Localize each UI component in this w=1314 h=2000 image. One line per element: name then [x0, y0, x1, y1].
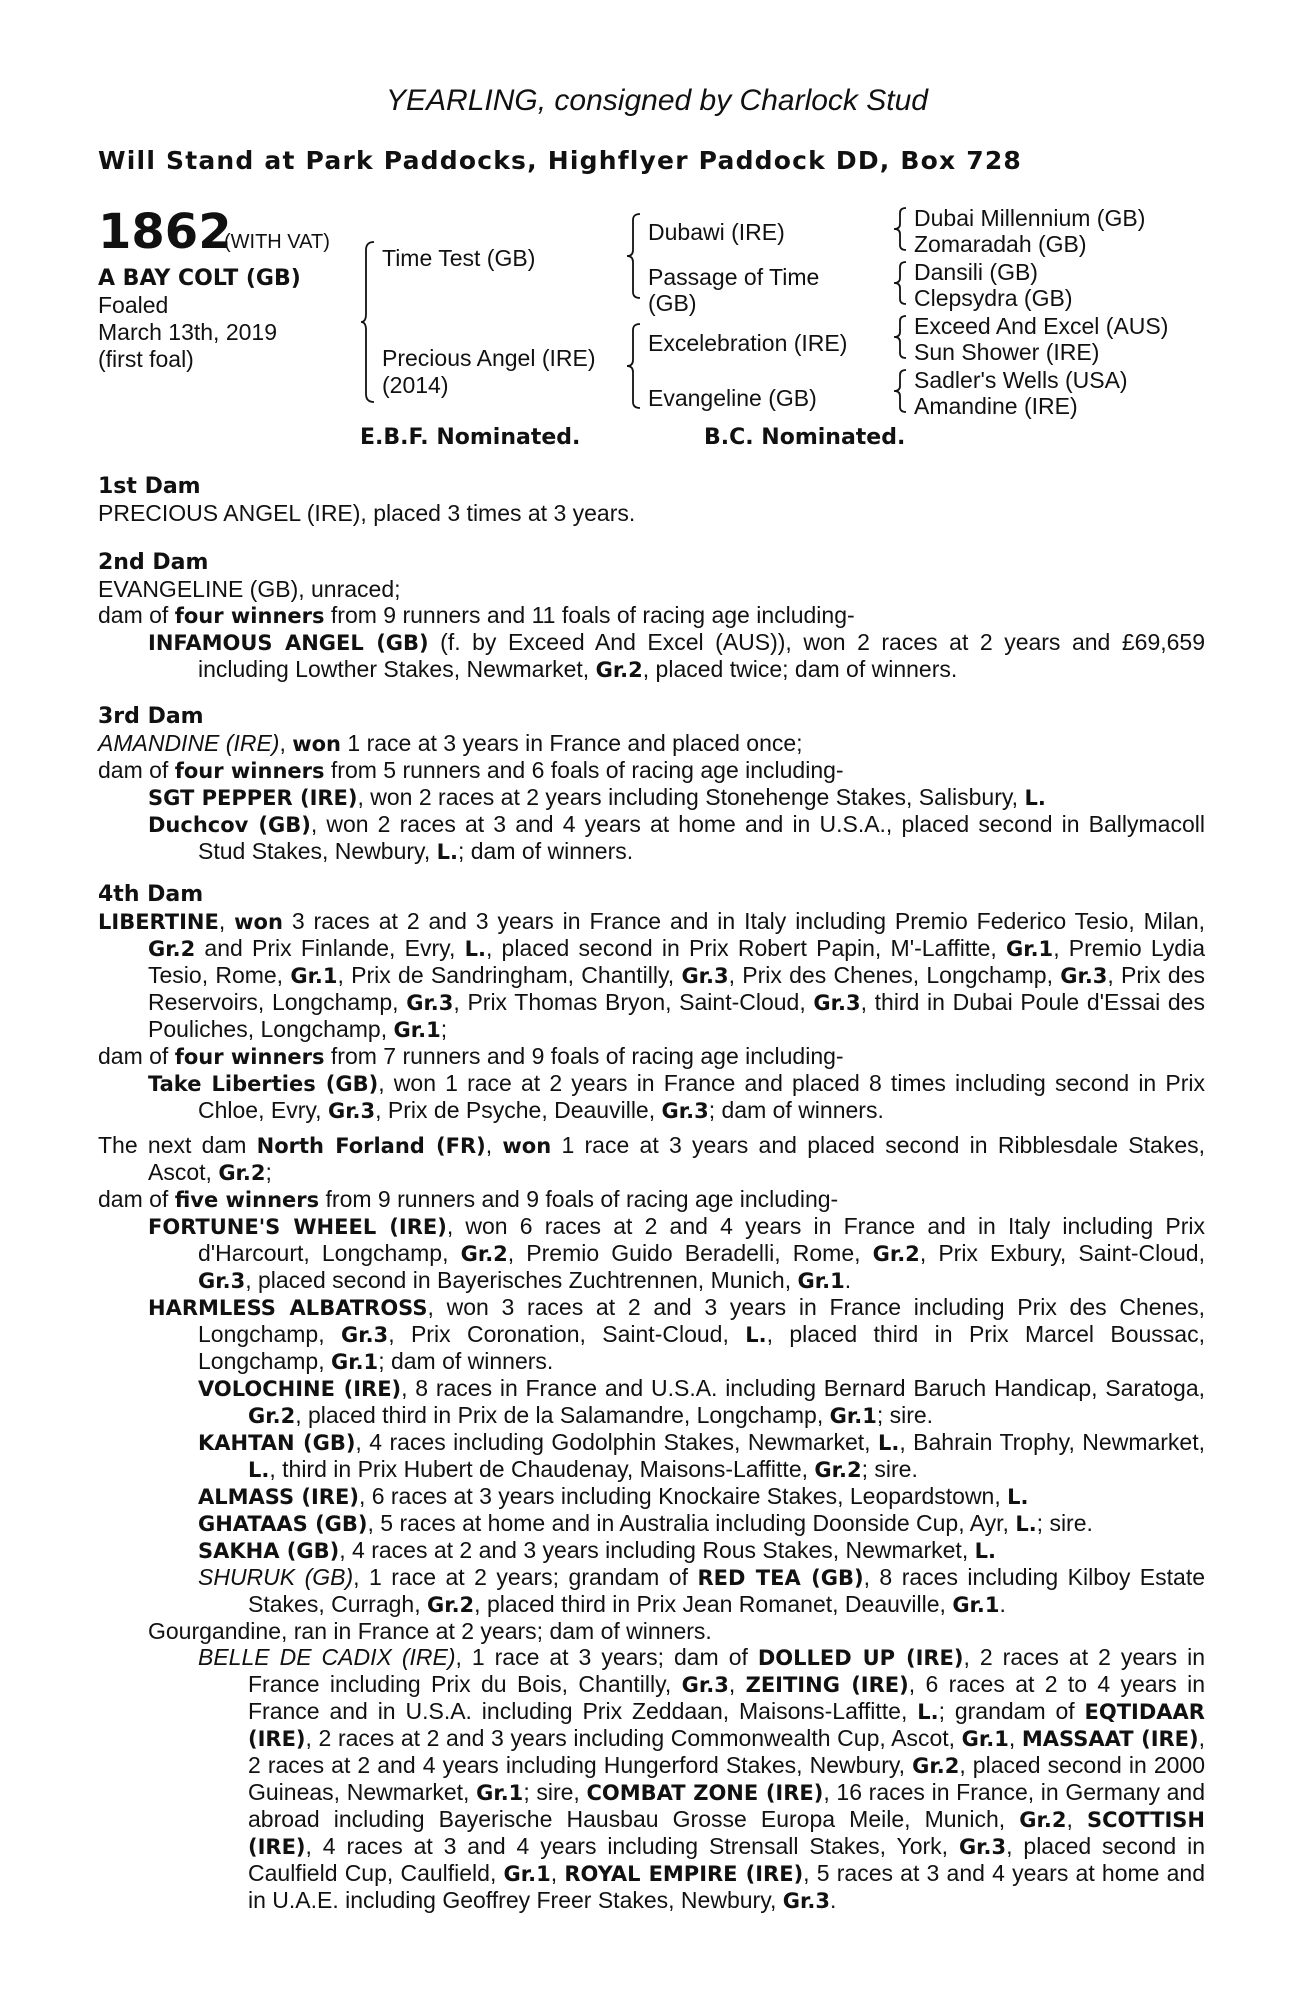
bold-run: Gr.3 [1060, 964, 1108, 988]
produce-entry [98, 1375, 1205, 1429]
pedigree-dds: Sadler's Wells (USA) [914, 367, 1128, 393]
text-run: , 2 races at 2 and 4 years including Hungerford Stakes, Newbury, [248, 1725, 1206, 1778]
fourth-dam-heading: 4th Dam [98, 882, 204, 907]
text-run: dam of [98, 1186, 175, 1212]
text-run: , placed second in Prix Robert Papin, M'-Laffitte, [485, 935, 1006, 961]
text-run: , placed second in Bayerisches Zuchtrennen, Munich, [245, 1267, 798, 1293]
text-run: ; sire. [1036, 1510, 1093, 1536]
bold-run: ZEITING (IRE) [745, 1673, 909, 1697]
text-run: , placed second in 2000 Guineas, Newmarket, [248, 1752, 1206, 1805]
text-run: . [844, 1267, 852, 1293]
bold-run: Gr.3 [782, 1889, 830, 1913]
pedigree-bracket-gen1 [360, 240, 380, 405]
pedigree-sss: Dubai Millennium (GB) [914, 205, 1146, 231]
bold-run: Gr.1 [290, 964, 338, 988]
bold-run: Gr.2 [460, 1242, 508, 1266]
text-run: ; sire. [876, 1402, 934, 1428]
third-dam-heading: 3rd Dam [98, 704, 204, 729]
text-run: , 4 races including Godolphin Stakes, Newmarket, [355, 1429, 878, 1455]
text-run: ; sire. [861, 1456, 918, 1482]
third-dam-line: AMANDINE (IRE), won 1 race at 3 years in France and placed once; [98, 730, 803, 756]
pedigree-bracket-sd [893, 260, 911, 306]
fourth-dam-line [98, 908, 1205, 1043]
bold-run: five winners [174, 1188, 320, 1212]
bold-run: Gr.2 [1019, 1808, 1067, 1832]
pedigree-bracket-sire [626, 212, 646, 300]
bold-run: Take Liberties (GB) [148, 1072, 379, 1096]
text-run: , won 6 races at 2 and 4 years in France and in Italy including Prix d'Harcourt, Longchamp, [198, 1213, 1205, 1266]
produce-entry [98, 1537, 1205, 1564]
text-run: , [218, 908, 235, 934]
text-run: ; dam of winners. [708, 1097, 884, 1123]
produce-entry [98, 1618, 1205, 1644]
text-run: , 5 races at home and in Australia including Doonside Cup, Ayr, [367, 1510, 1016, 1536]
text-run: . [829, 1887, 837, 1913]
produce-entry: SGT PEPPER (IRE), won 2 races at 2 years including Stonehenge Stakes, Salisbury, L. [148, 784, 1046, 810]
pedigree-ssd: Zomaradah (GB) [914, 231, 1087, 257]
page-title: YEARLING, consigned by Charlock Stud [386, 84, 928, 117]
bold-run: Gr.3 [406, 991, 454, 1015]
third-dam-section [98, 704, 1205, 865]
bold-run: EQTIDAAR (IRE) [248, 1700, 1205, 1751]
bold-run: Gr.1 [393, 1018, 441, 1042]
vat-note: (WITH VAT) [224, 231, 330, 253]
produce-entry: Duchcov (GB), won 2 races at 3 and 4 years at home and in U.S.A., placed second in Ballymacoll Stud Stakes, Newbury, L.; dam of winners. [148, 811, 1205, 864]
text-run: dam of [98, 1043, 175, 1069]
pedigree-sds: Dansili (GB) [914, 259, 1038, 285]
fourth-dam-produce-line [98, 1043, 1205, 1070]
bold-run: Gr.1 [829, 1404, 877, 1428]
bold-run: L. [974, 1539, 996, 1563]
bold-run: Gr.2 [218, 1161, 266, 1185]
text-run: 1 race at 3 years and placed second in Ribblesdale Stakes, Ascot, [148, 1132, 1206, 1185]
pedigree-bracket-dd [893, 368, 911, 414]
produce-entry [98, 1213, 1205, 1294]
pedigree-bracket-ds [893, 314, 911, 360]
pedigree-sire-dam: Passage of Time [648, 264, 820, 290]
bold-run: KAHTAN (GB) [198, 1431, 356, 1455]
text-run: , won 1 race at 2 years in France and placed 8 times including second in Prix Chloe, Evry, [198, 1070, 1205, 1123]
pedigree-sire-dam-suffix: (GB) [648, 290, 697, 316]
text-run: , 4 races at 3 and 4 years including Strensall Stakes, York, [305, 1833, 959, 1859]
bold-run: Gr.2 [872, 1242, 920, 1266]
produce-entry [98, 1564, 1205, 1618]
lot-number: 1862 [98, 204, 232, 260]
text-run: , [550, 1860, 565, 1886]
text-run: , 1 race at 3 years; dam of [455, 1644, 758, 1670]
pedigree-sire: Time Test (GB) [382, 245, 536, 271]
bold-run: Gr.3 [198, 1269, 246, 1293]
next-dam-line [98, 1132, 1205, 1186]
bold-run: Gr.3 [681, 964, 729, 988]
foaled-date: March 13th, 2019 [98, 319, 278, 345]
bold-run: L. [745, 1323, 767, 1347]
text-run: , Prix des Reservoirs, Longchamp, [148, 962, 1205, 1015]
pedigree-bracket-dam [626, 322, 646, 410]
text-run: , 8 races in France and U.S.A. including Bernard Baruch Handicap, Saratoga, [401, 1375, 1206, 1401]
produce-entry [98, 1429, 1205, 1483]
text-run: ; grandam of [938, 1698, 1085, 1724]
text-run: , Prix Exbury, Saint-Cloud, [919, 1240, 1205, 1266]
bold-run: Gr.2 [912, 1754, 960, 1778]
text-run: , 1 race at 2 years; grandam of [353, 1564, 698, 1590]
produce-entry [98, 1483, 1205, 1510]
bold-run: Gr.2 [148, 937, 196, 961]
text-run: , 2 races at 2 years in France including Prix du Bois, Chantilly, [248, 1644, 1205, 1697]
text-run: , 16 races in France, in Germany and abroad including Bayerische Hausbau Grosse Europa Meile, Munich, [248, 1779, 1206, 1832]
ebf-nominated: E.B.F. Nominated. [360, 425, 581, 450]
italic-run: SHURUK (GB) [198, 1564, 354, 1590]
text-run: , [728, 1671, 746, 1697]
italic-run: BELLE DE CADIX (IRE) [198, 1644, 456, 1670]
text-run: , Prix Coronation, Saint-Cloud, [388, 1321, 746, 1347]
first-dam-section [98, 474, 1205, 526]
lot-name: A BAY COLT (GB) [98, 266, 301, 291]
first-foal-note: (first foal) [98, 346, 194, 372]
bold-run: Gr.3 [681, 1673, 729, 1697]
text-run: , 6 races at 3 years including Knockaire Stakes, Leopardstown, [358, 1483, 1008, 1509]
pedigree-dam: Precious Angel (IRE) [382, 345, 596, 371]
pedigree-dam-dam: Evangeline (GB) [648, 385, 817, 411]
text-run: , third in Dubai Poule d'Essai des Pouliches, Longchamp, [148, 989, 1205, 1042]
bold-run: GHATAAS (GB) [198, 1512, 368, 1536]
text-run: , Prix des Chenes, Longchamp, [728, 962, 1061, 988]
bold-run: Gr.2 [426, 1593, 475, 1617]
text-run: , Premio Guido Beradelli, Rome, [507, 1240, 873, 1266]
bold-run: Gr.1 [1005, 937, 1054, 961]
bold-run: Gr.1 [961, 1727, 1009, 1751]
bold-run: SAKHA (GB) [198, 1539, 340, 1563]
bold-run: Gr.2 [814, 1458, 862, 1482]
text-run: from 9 runners and 9 foals of racing age including- [319, 1186, 839, 1212]
pedigree-dsd: Sun Shower (IRE) [914, 339, 1100, 365]
bold-run: ALMASS (IRE) [198, 1485, 359, 1509]
pedigree-dam-year: (2014) [382, 372, 449, 398]
text-run: , 6 races at 2 to 4 years in France and in U.S.A. including Prix Zeddaan, Maisons-Laffitte, [248, 1671, 1206, 1724]
text-run: and Prix Finlande, Evry, [195, 935, 465, 961]
text-run: , Bahrain Trophy, Newmarket, [899, 1429, 1205, 1455]
bold-run: L. [464, 937, 486, 961]
bold-run: L. [1007, 1485, 1029, 1509]
bold-run: HARMLESS ALBATROSS [148, 1296, 428, 1320]
text-run: , placed third in Prix Marcel Boussac, Longchamp, [198, 1321, 1205, 1374]
pedigree-sdd: Clepsydra (GB) [914, 285, 1073, 311]
bold-run: RED TEA (GB) [697, 1566, 864, 1590]
second-dam-section [98, 550, 1205, 683]
bold-run: Gr.1 [952, 1593, 1000, 1617]
first-dam-heading: 1st Dam [98, 474, 201, 499]
bold-run: COMBAT ZONE (IRE) [586, 1781, 824, 1805]
bold-run: L. [248, 1458, 270, 1482]
bold-run: Gr.3 [958, 1835, 1007, 1859]
bold-run: L. [877, 1431, 900, 1455]
bold-run: L. [1015, 1512, 1037, 1536]
text-run: , 5 races at 3 and 4 years at home and in U.A.E. including Geoffrey Freer Stakes, Newbury, [248, 1860, 1206, 1913]
text-run: from 7 runners and 9 foals of racing age including- [324, 1043, 844, 1069]
bold-run: Gr.2 [248, 1404, 296, 1428]
text-run: , Prix de Psyche, Deauville, [375, 1097, 662, 1123]
text-run: Gourgandine, ran in France at 2 years; dam of winners. [148, 1618, 712, 1644]
next-dam-section [98, 1132, 1205, 1914]
text-run: , placed third in Prix de la Salamandre, Longchamp, [295, 1402, 830, 1428]
bold-run: Gr.3 [661, 1099, 709, 1123]
produce-entry: INFAMOUS ANGEL (GB) (f. by Exceed And Excel (AUS)), won 2 races at 2 years and £69,659 including Lowther Stakes, Newmarket, Gr.2, placed twice; dam of winners. [148, 629, 1206, 682]
bold-run: won [234, 910, 283, 934]
bold-run: Gr.3 [813, 991, 861, 1015]
pedigree-sire-sire: Dubawi (IRE) [648, 219, 785, 245]
bold-run: Gr.1 [330, 1350, 379, 1374]
produce-entry [98, 1294, 1205, 1375]
bold-run: LIBERTINE [98, 910, 219, 934]
second-dam-line: EVANGELINE (GB), unraced; [98, 576, 401, 602]
bold-run: North Forland (FR) [256, 1134, 486, 1158]
text-run: , third in Prix Hubert de Chaudenay, Maisons-Laffitte, [269, 1456, 815, 1482]
bold-run: VOLOCHINE (IRE) [198, 1377, 402, 1401]
produce-entry [98, 1070, 1205, 1124]
text-run: ; dam of winners. [378, 1348, 554, 1374]
bold-run: Gr.1 [476, 1781, 524, 1805]
produce-entry [98, 1510, 1205, 1537]
bold-run: won [502, 1134, 552, 1158]
first-dam-text: PRECIOUS ANGEL (IRE), placed 3 times at 3 years. [98, 500, 636, 526]
text-run: , Premio Lydia Tesio, Rome, [148, 935, 1205, 988]
bc-nominated: B.C. Nominated. [704, 425, 906, 450]
bold-run: DOLLED UP (IRE) [757, 1646, 964, 1670]
bold-run: MASSAAT (IRE) [1021, 1727, 1199, 1751]
produce-entry [98, 1644, 1205, 1914]
pedigree-ddd: Amandine (IRE) [914, 393, 1078, 419]
text-run: , 2 races at 2 and 3 years including Commonwealth Cup, Ascot, [305, 1725, 962, 1751]
bold-run: L. [917, 1700, 939, 1724]
next-dam-produce-line [98, 1186, 1205, 1213]
bold-run: Gr.3 [327, 1099, 376, 1123]
foaled-label: Foaled [98, 292, 169, 318]
stand-location: Will Stand at Park Paddocks, Highflyer Paddock DD, Box 728 [98, 146, 1023, 175]
bold-run: Gr.1 [797, 1269, 845, 1293]
pedigree-dss: Exceed And Excel (AUS) [914, 313, 1169, 339]
fourth-dam-section [98, 882, 1205, 1124]
third-dam-produce-line: dam of four winners from 5 runners and 6 foals of racing age including- [98, 757, 844, 783]
text-run: , [1066, 1806, 1087, 1832]
pedigree-bracket-ss [893, 206, 911, 252]
text-run: ; [265, 1159, 272, 1185]
text-run: , 8 races including Kilboy Estate Stakes, Curragh, [248, 1564, 1206, 1617]
text-run: , placed second in Caulfield Cup, Caulfield, [248, 1833, 1205, 1886]
bold-run: FORTUNE'S WHEEL (IRE) [148, 1215, 447, 1239]
text-run: . [999, 1591, 1006, 1617]
text-run: , placed third in Prix Jean Romanet, Deauville, [474, 1591, 953, 1617]
text-run: ; [440, 1016, 448, 1042]
text-run: , 4 races at 2 and 3 years including Rous Stakes, Newmarket, [339, 1537, 975, 1563]
bold-run: Gr.3 [340, 1323, 389, 1347]
text-run: , Prix de Sandringham, Chantilly, [337, 962, 682, 988]
second-dam-produce-line: dam of four winners from 9 runners and 11 foals of racing age including- [98, 602, 855, 628]
text-run: , won 3 races at 2 and 3 years in France including Prix des Chenes, Longchamp, [198, 1294, 1206, 1347]
bold-run: SCOTTISH (IRE) [248, 1808, 1205, 1859]
text-run: The next dam [98, 1132, 257, 1158]
bold-run: Gr.1 [503, 1862, 551, 1886]
text-run: ; sire, [523, 1779, 587, 1805]
second-dam-heading: 2nd Dam [98, 550, 209, 575]
text-run: , Prix Thomas Bryon, Saint-Cloud, [453, 989, 814, 1015]
bold-run: four winners [174, 1045, 325, 1069]
text-run: 3 races at 2 and 3 years in France and in Italy including Premio Federico Tesio, Milan, [282, 908, 1205, 934]
text-run: , [1008, 1725, 1022, 1751]
bold-run: ROYAL EMPIRE (IRE) [564, 1862, 804, 1886]
text-run: , [485, 1132, 503, 1158]
pedigree-dam-sire: Excelebration (IRE) [648, 330, 848, 356]
